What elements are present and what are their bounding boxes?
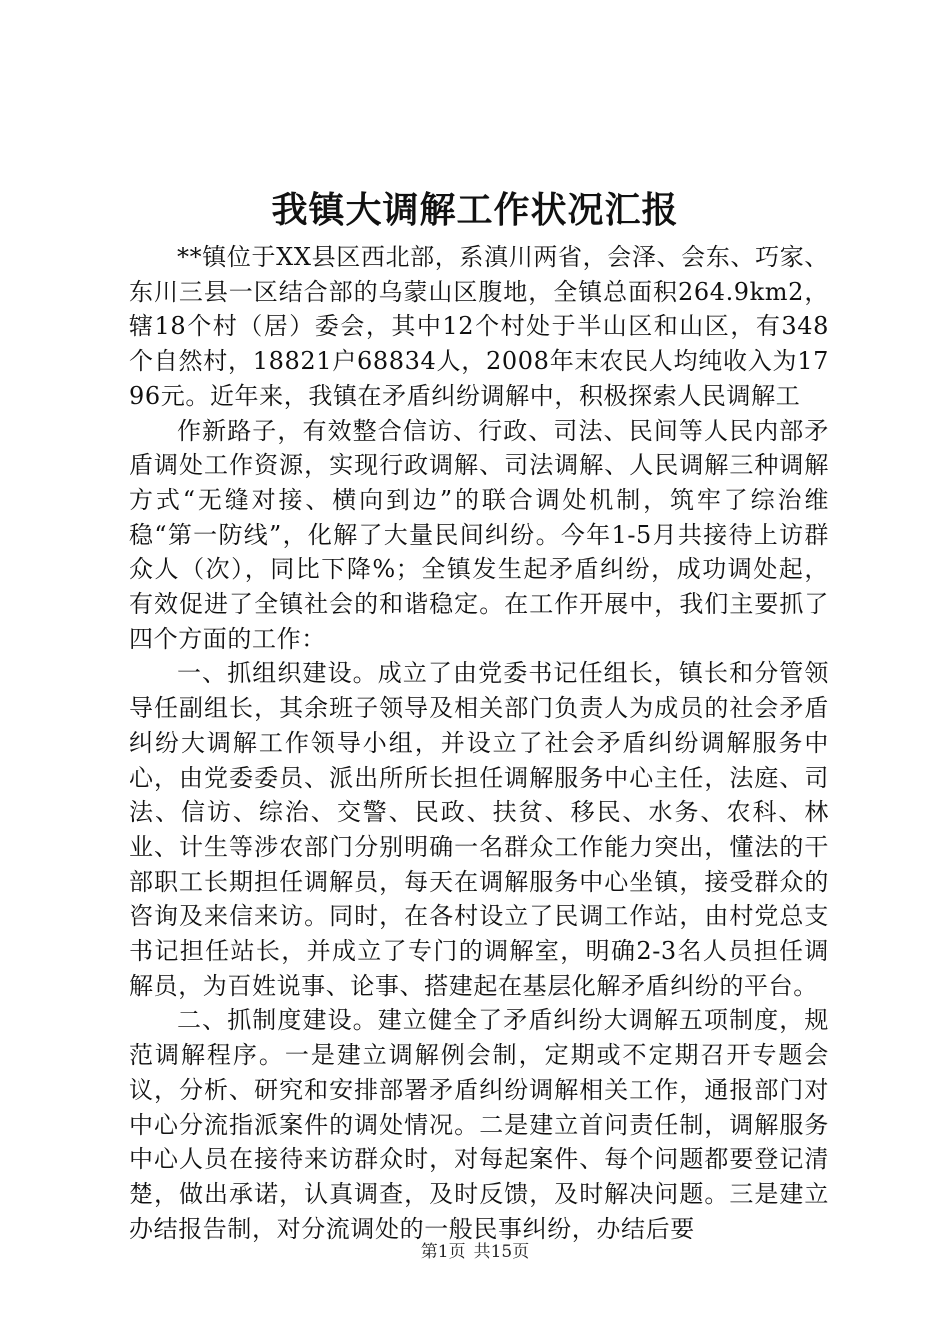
page-number: 第1页	[420, 1242, 466, 1262]
paragraph-overview: 作新路子，有效整合信访、行政、司法、民间等人民内部矛盾调处工作资源，实现行政调解、司法调解、人民调解三种调解方式“无缝对接、横向到边”的联合调处机制，筑牢了综治维稳“第一防线”，化解了大量民间纠纷。今年1-5月共接待上访群众人（次），同比下降%；全镇发生起矛盾纠纷，成功调处起，有效促进了全镇社会的和谐稳定。在工作开展中，我们主要抓了四个方面的工作：	[129, 416, 829, 653]
page-footer	[0, 1240, 950, 1264]
paragraph-organization: 一、抓组织建设。成立了由党委书记任组长，镇长和分管领导任副组长，其余班子领导及相关部门负责人为成员的社会矛盾纠纷大调解工作领导小组，并设立了社会矛盾纠纷调解服务中心，由党委委员、派出所所长担任调解服务中心主任，法庭、司法、信访、综治、交警、民政、扶贫、移民、水务、农科、林业、计生等涉农部门分别明确一名群众工作能力突出，懂法的干部职工长期担任调解员，每天在调解服务中心坐镇，接受群众的咨询及来信来访。同时，在各村设立了民调工作站，由村党总支书记担任站长，并成立了专门的调解室，明确2-3名人员担任调解员，为百姓说事、论事、搭建起在基层化解矛盾纠纷的平台。	[129, 659, 829, 1000]
document-title: 我镇大调解工作状况汇报	[271, 189, 679, 231]
paragraph-system: 二、抓制度建设。建立健全了矛盾纠纷大调解五项制度，规范调解程序。一是建立调解例会制，定期或不定期召开专题会议，分析、研究和安排部署矛盾纠纷调解相关工作，通报部门对中心分流指派案件的调处情况。二是建立首问责任制，调解服务中心人员在接待来访群众时，对每起案件、每个问题都要登记清楚，做出承诺，认真调查，及时反馈，及时解决问题。三是建立办结报告制，对分流调处的一般民事纠纷，办结后要	[129, 1006, 829, 1243]
document-body	[129, 240, 829, 1246]
page-total: 共15页	[473, 1242, 530, 1262]
paragraph-intro: **镇位于XX县区西北部，系滇川两省，会泽、会东、巧家、东川三县一区结合部的乌蒙山区腹地，全镇总面积264.9km2，辖18个村（居）委会，其中12个村处于半山区和山区，有348个自然村，18821户68834人，2008年末农民人均纯收入为1796元。近年来，我镇在矛盾纠纷调解中，积极探索人民调解工	[129, 243, 829, 410]
